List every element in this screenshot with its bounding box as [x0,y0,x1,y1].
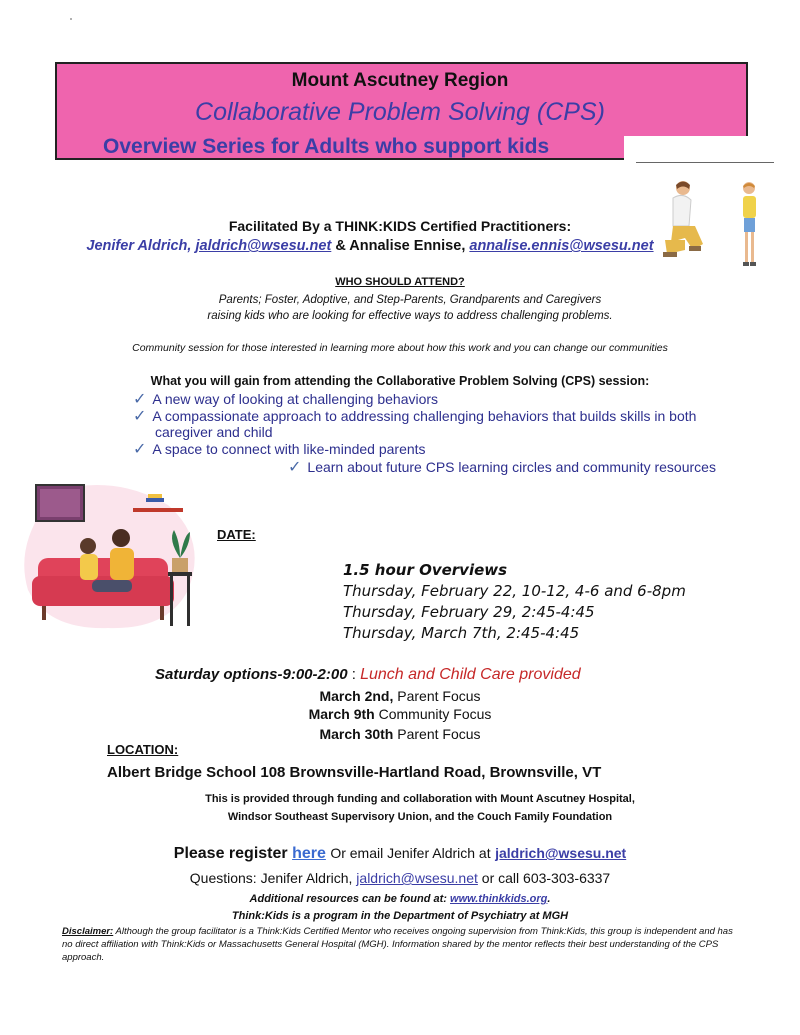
child-shoe-right [750,262,756,266]
overview-heading: 1.5 hour Overviews [343,561,508,579]
gain-item [288,459,716,476]
saturday-separator: : [347,666,361,683]
banner-cutout [624,136,774,164]
questions-suffix: or call 603-303-6337 [481,870,611,886]
attend-line-1: Parents; Foster, Adoptive, and Step-Parents, Grandparents and Caregivers [218,294,602,306]
saturday-session [0,726,800,742]
shelf-books [146,498,164,502]
checkmark-icon: ✓ [133,441,147,458]
saturday-options [155,666,581,684]
checkmark-icon: ✓ [288,459,302,476]
parent-figure-legs [92,580,132,592]
lunch-childcare-note: Lunch and Child Care provided [360,666,581,683]
child-figure-head [80,538,96,554]
saturday-focus: Parent Focus [393,688,481,704]
register-prefix: Please register [173,845,288,862]
disclaimer-text: Although the group facilitator is a Think:Kids Certified Mentor who receives ongoing supervision from Think:Kids, this group is independent and has no direct affiliation with Think:Kids or Massachusetts General Hospital (MGH). Information shared by the mentor reflects their best understanding of the CPS approach. [62,926,733,963]
gain-heading: What you will gain from attending the Collaborative Problem Solving (CPS) session: [150,374,650,388]
shelf-books-top [148,494,162,498]
gain-item-text: Learn about future CPS learning circles and community resources [307,459,716,475]
funding-line-2: Windsor Southeast Supervisory Union, and the Couch Family Foundation [227,811,613,823]
facilitators-intro: Facilitated By a THINK:KIDS Certified Practitioners: [228,218,572,234]
saturday-date: March 9th [308,706,375,722]
resources-line [0,893,800,905]
parent-figure-head [112,529,130,547]
questions-email-link[interactable]: jaldrich@wsesu.net [356,870,478,886]
gain-item-text: A space to connect with like-minded parents [152,441,426,457]
child-leg-left [745,232,748,262]
wall-shelf [133,508,183,512]
child-figure-body [80,554,98,580]
program-title: Collaborative Problem Solving (CPS) [195,98,605,126]
facilitator-2-name: & Annalise Ennise, [335,238,466,254]
couch-leg [160,606,164,620]
who-attend-heading: WHO SHOULD ATTEND? [335,276,465,288]
overview-dates [343,560,686,644]
funding-line-1: This is provided through funding and collaboration with Mount Ascutney Hospital, [205,793,635,805]
region-title: Mount Ascutney Region [291,70,509,91]
series-title: Overview Series for Adults who support kids [103,135,550,158]
scan-speck [70,18,72,20]
facilitator-2-email-link[interactable]: annalise.ennis@wsesu.net [469,238,654,254]
register-here-link[interactable]: here [292,845,326,862]
couch-leg [42,606,46,620]
facilitator-names [60,238,680,254]
resources-prefix: Additional resources can be found at: [249,893,447,905]
banner-underline [636,162,774,163]
checkmark-icon: ✓ [133,408,147,425]
saturday-date: March 2nd, [319,688,394,704]
gain-item [133,391,438,408]
saturday-session [0,706,800,722]
gain-item-text: A compassionate approach to addressing challenging behaviors that builds skills in both [152,408,697,424]
saturday-date: March 30th [319,726,394,742]
funding-note [140,790,700,826]
tv-screen [40,489,80,517]
overview-date: Thursday, February 29, 2:45-4:45 [343,603,595,621]
plant-stand-leg [170,576,173,626]
saturday-session [0,688,800,704]
parent-figure-body [110,548,134,580]
overview-date: Thursday, March 7th, 2:45-4:45 [343,624,580,642]
resources-suffix: . [547,893,551,905]
gain-item [133,441,426,458]
child-shirt [743,196,756,218]
family-couch-illustration [18,480,208,635]
date-label: DATE: [217,527,256,542]
facilitator-1-name: Jenifer Aldrich, [86,238,192,254]
saturday-focus: Community Focus [374,706,492,722]
disclaimer [62,925,742,964]
register-middle: Or email Jenifer Aldrich at [330,845,491,861]
questions-line [0,870,800,886]
checkmark-icon: ✓ [133,391,147,408]
location-label: LOCATION: [107,742,179,757]
questions-prefix: Questions: Jenifer Aldrich, [189,870,353,886]
register-line [0,845,800,863]
who-attend-description [150,292,670,324]
plant-stand-top [168,572,192,576]
register-email-link[interactable]: jaldrich@wsesu.net [495,845,627,861]
thinkkids-link[interactable]: www.thinkkids.org [450,893,548,905]
gain-item-text: A new way of looking at challenging behaviors [152,391,439,407]
gain-item [133,408,696,425]
attend-line-2: raising kids who are looking for effective ways to address challenging problems. [207,310,613,322]
gain-item-continued: caregiver and child [155,424,273,440]
location-address: Albert Bridge School 108 Brownsville-Hartland Road, Brownsville, VT [107,764,602,781]
child-leg-right [751,232,754,262]
saturday-heading: Saturday options-9:00-2:00 [155,666,348,683]
community-session-note: Community session for those interested in learning more about how this work and you can change our communities [132,342,668,354]
saturday-focus: Parent Focus [393,726,481,742]
department-line: Think:Kids is a program in the Department of Psychiatry at MGH [231,910,569,922]
disclaimer-label: Disclaimer: [62,926,114,937]
overview-date: Thursday, February 22, 10-12, 4-6 and 6-8pm [343,582,686,600]
facilitator-1-email-link[interactable]: jaldrich@wsesu.net [195,238,332,254]
adult-shoe [689,246,701,251]
child-shoe-left [743,262,749,266]
plant-pot [172,558,188,572]
plant-stand-leg [187,576,190,626]
